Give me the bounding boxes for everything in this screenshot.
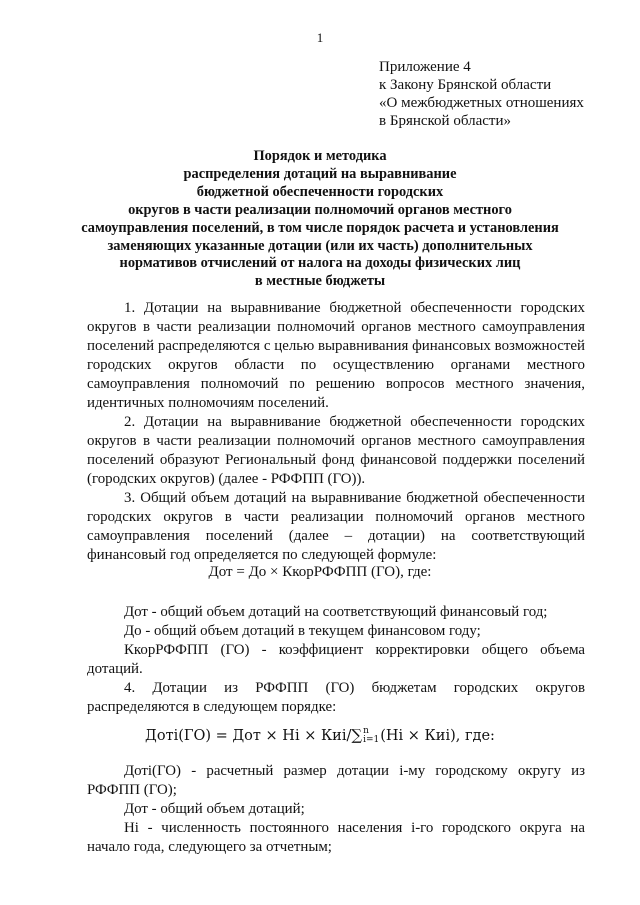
text-line: округов в части реализации полномочий органов местного самоуправления: [87, 433, 585, 449]
document-title: [60, 148, 580, 291]
text-line: РФФПП (ГО);: [87, 782, 177, 798]
appendix-line: «О межбюджетных отношениях: [379, 95, 584, 111]
title-line: бюджетной обеспеченности городских: [196, 183, 444, 200]
text-line: Ні - численность постоянного населения і-го городского округа на: [124, 820, 585, 836]
text-line: поселений распределяются с целью выравнивания финансовых возможностей: [87, 338, 585, 354]
text-line: КкорРФФПП (ГО) - коэффициент корректировки общего объема: [124, 642, 585, 658]
definition-do: До - общий объем дотаций в текущем финансовом году;: [124, 623, 481, 639]
sum-upper-limit: n: [363, 726, 369, 736]
title-line: в местные бюджеты: [254, 273, 386, 290]
body-text-block-2: [87, 603, 585, 717]
paragraph-3: [87, 489, 585, 565]
title-line: Порядок и методика: [253, 148, 387, 164]
text-line: распределяются в следующем порядке:: [87, 699, 337, 715]
text-line: самоуправления полномочий по решению вопросов местного значения,: [87, 376, 585, 392]
text-line: начало года, следующего за отчетным;: [87, 839, 332, 855]
sum-symbol: ∑: [351, 726, 363, 744]
text-line: самоуправления поселений (далее – дотации) на соответствующий: [87, 528, 585, 544]
appendix-line: к Закону Брянской области: [379, 77, 552, 93]
text-line: городских округов в части реализации полномочий органов местного: [87, 509, 585, 525]
text-line: 2. Дотации на выравнивание бюджетной обеспеченности городских: [124, 414, 585, 430]
paragraph-1: [87, 299, 585, 413]
formula-distribution: [0, 726, 640, 745]
text-line: округов в части реализации полномочий органов местного самоуправления: [87, 319, 585, 335]
page-number: 1: [316, 30, 324, 45]
sum-limits: [363, 727, 379, 745]
appendix-header: [379, 58, 584, 130]
definition-kkor: [87, 641, 585, 679]
definition-doti: [87, 762, 585, 800]
text-line: Доті(ГО) - расчетный размер дотации і-му городскому округу из: [124, 763, 585, 779]
text-line: 4. Дотации из РФФПП (ГО) бюджетам городских округов: [124, 680, 585, 696]
formula-total-subsidy: Дот = До × КкорРФФПП (ГО), где:: [208, 564, 432, 580]
appendix-line: Приложение 4: [379, 59, 471, 75]
formula-left: Доті(ГО) = Дот × Ні × Киі/: [145, 728, 352, 744]
formula-right: (Ні × Киі), где:: [380, 728, 495, 744]
paragraph-2: [87, 413, 585, 489]
definition-dot-short: Дот - общий объем дотаций;: [124, 801, 305, 817]
text-line: городских округов области по осуществлению органами местного: [87, 357, 585, 373]
title-line: округов в части реализации полномочий органов местного: [128, 201, 512, 218]
text-line: поселений образуют Региональный фонд финансовой поддержки поселений: [87, 452, 585, 468]
text-line: (городских округов) (далее - РФФПП (ГО)).: [87, 471, 366, 487]
body-text-block-3: [87, 762, 585, 857]
text-line: 3. Общий объем дотаций на выравнивание бюджетной обеспеченности: [124, 490, 585, 506]
title-line: заменяющих указанные дотации (или их часть) дополнительных: [107, 237, 533, 254]
title-line: самоуправления поселений, в том числе порядок расчета и установления: [81, 219, 559, 236]
definition-ni: [87, 819, 585, 857]
body-text-block-1: [87, 299, 585, 565]
text-line: 1. Дотации на выравнивание бюджетной обеспеченности городских: [124, 300, 585, 316]
text-line: дотаций.: [87, 661, 143, 677]
title-line: распределения дотаций на выравнивание: [183, 165, 457, 182]
definition-dot: Дот - общий объем дотаций на соответствующий финансовый год;: [124, 604, 548, 620]
paragraph-4: [87, 679, 585, 717]
sum-lower-limit: i=1: [363, 735, 380, 745]
text-line: финансовый год определяется по следующей формуле:: [87, 547, 437, 563]
text-line: идентичных полномочиям поселений.: [87, 395, 329, 411]
appendix-line: в Брянской области»: [379, 113, 511, 129]
title-line: нормативов отчислений от налога на доходы физических лиц: [119, 255, 521, 272]
